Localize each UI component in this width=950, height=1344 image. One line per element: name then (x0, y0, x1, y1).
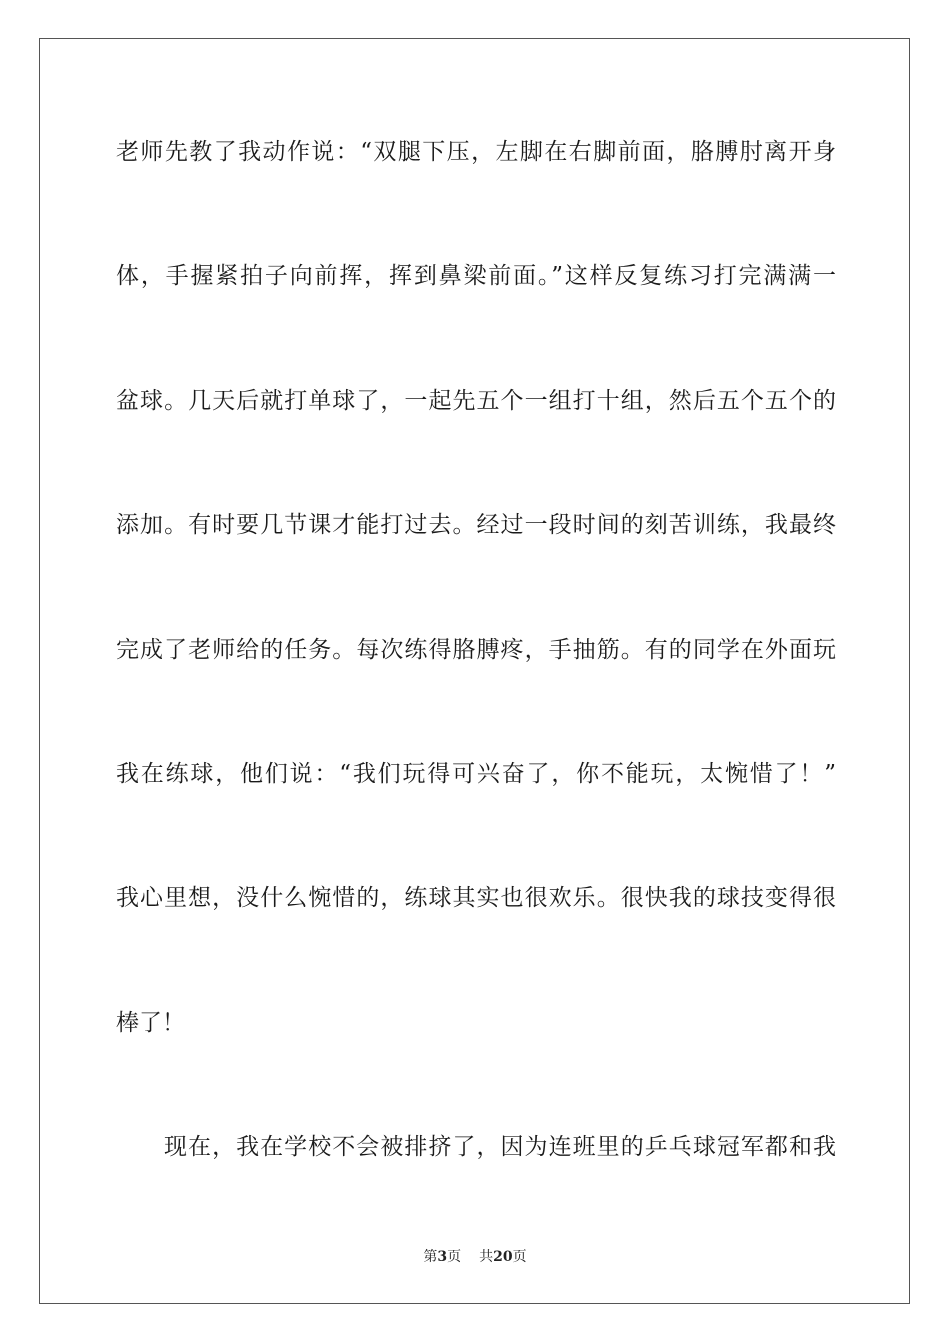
page-suffix: 页 (447, 1249, 462, 1265)
text-line: 体，手握紧拍子向前挥，挥到鼻梁前面。”这样反复练习打完满满一 (116, 263, 836, 290)
text-line-paragraph-start: 现在，我在学校不会被排挤了，因为连班里的乒乓球冠军都和我 (164, 1134, 836, 1161)
text-line: 我心里想，没什么惋惜的，练球其实也很欢乐。很快我的球技变得很 (116, 885, 836, 912)
text-line: 完成了老师给的任务。每次练得胳膊疼，手抽筋。有的同学在外面玩 (116, 636, 836, 663)
text-line: 棒了！ (116, 1009, 185, 1036)
page-number: 3 (437, 1249, 448, 1265)
total-suffix: 页 (512, 1249, 527, 1265)
total-pages: 20 (493, 1249, 513, 1265)
text-line: 老师先教了我动作说：“双腿下压，左脚在右脚前面，胳膊肘离开身 (116, 139, 836, 165)
page-prefix: 第 (423, 1249, 438, 1265)
total-prefix: 共 (479, 1249, 494, 1265)
text-line: 我在练球，他们说：“我们玩得可兴奋了，你不能玩，太惋惜了！” (116, 760, 836, 787)
page-footer (0, 1248, 950, 1266)
text-line: 盆球。几天后就打单球了，一起先五个一组打十组，然后五个五个的 (116, 387, 836, 414)
document-body (116, 124, 836, 1244)
text-line: 添加。有时要几节课才能打过去。经过一段时间的刻苦训练，我最终 (116, 512, 836, 539)
